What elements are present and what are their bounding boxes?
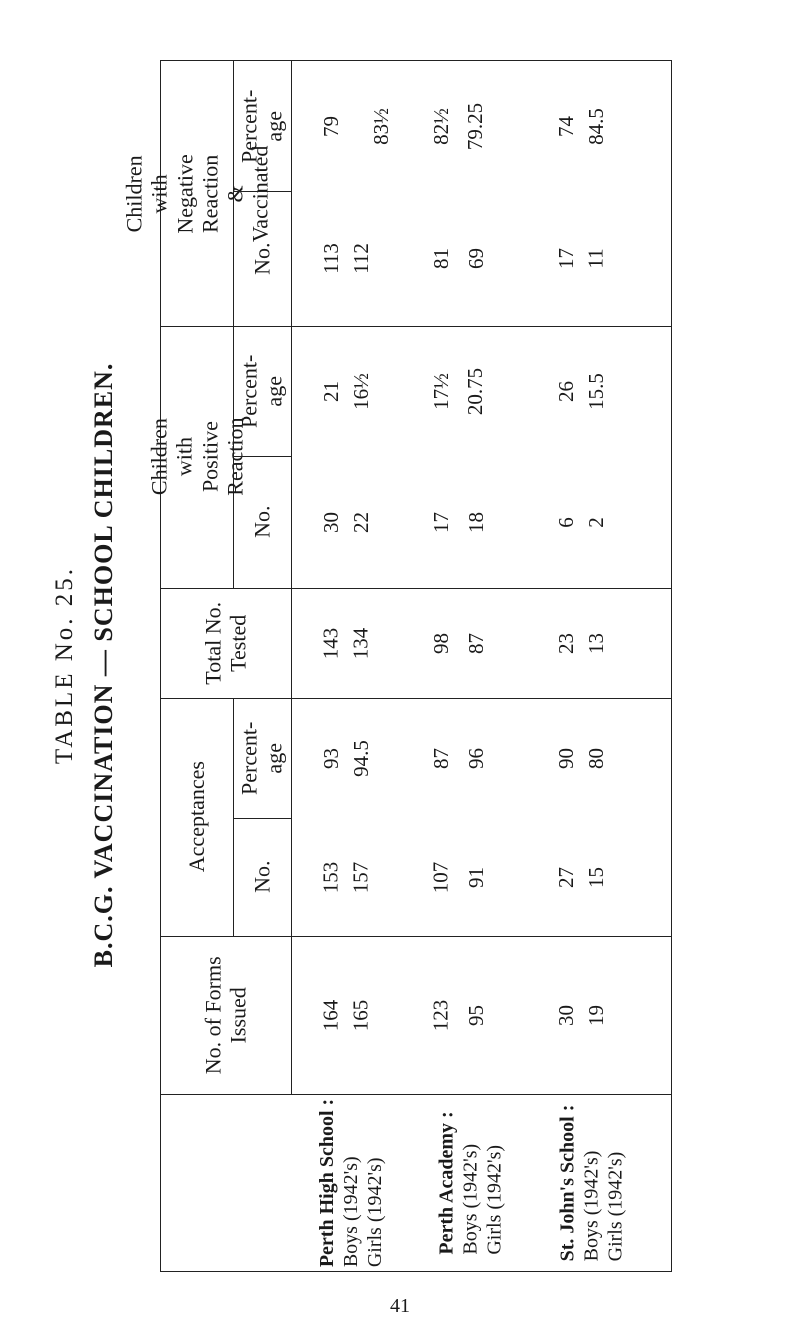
- neg-no-sj-girls: 11: [583, 248, 608, 269]
- acc-pct-ph-boys: 93: [318, 747, 343, 769]
- pos-pct-ph-girls: 16½: [348, 372, 373, 410]
- tested-pa-boys: 98: [428, 632, 453, 654]
- neg-pct-sj-boys: 74: [553, 115, 578, 137]
- pos-no-ph-boys: 30: [318, 511, 343, 533]
- acc-no-sj-boys: 27: [553, 866, 578, 888]
- header-neg-pct: Percent-age: [236, 89, 288, 163]
- neg-no-pa-girls: 69: [463, 248, 488, 269]
- pos-pct-sj-girls: 15.5: [583, 372, 608, 410]
- acc-pct-sj-boys: 90: [553, 747, 578, 769]
- header-neg-no: No.: [249, 242, 275, 275]
- forms-ph-boys: 164: [318, 999, 343, 1031]
- forms-sj-boys: 30: [553, 1004, 578, 1026]
- acc-no-sj-girls: 15: [583, 866, 608, 888]
- pos-no-sj-girls: 2: [583, 516, 608, 528]
- header-total-tested: Total No. Tested: [200, 601, 251, 685]
- neg-pct-pa-girls: 79.25: [463, 102, 488, 150]
- header-positive: Children with Positive Reaction: [146, 417, 248, 497]
- acc-pct-pa-girls: 96: [463, 747, 488, 769]
- header-pos-pct: Percent-age: [236, 354, 288, 428]
- neg-no-sj-boys: 17: [553, 248, 578, 269]
- summary-strips: [540, 60, 670, 1270]
- header-acc-pct: Percent-age: [236, 721, 288, 795]
- forms-sj-girls: 19: [583, 1004, 608, 1026]
- neg-pct-pa-boys: 82½: [428, 107, 453, 145]
- neg-pct-sj-girls: 84.5: [583, 107, 608, 145]
- acc-pct-pa-boys: 87: [428, 747, 453, 769]
- tested-sj-boys: 23: [553, 632, 578, 654]
- pos-no-pa-girls: 18: [463, 511, 488, 533]
- header-negative: Children with Negative Reaction & Vaccinated: [121, 145, 273, 242]
- label-st-johns: St. John's School : Boys (1942's) Girls (1942's): [556, 1104, 626, 1261]
- acc-no-pa-boys: 107: [428, 861, 453, 893]
- forms-pa-boys: 123: [428, 999, 453, 1031]
- table-number: TABLE No. 25.: [51, 565, 78, 765]
- label-perth-high: Perth High School : Boys (1942's) Girls (1942's): [316, 1098, 386, 1267]
- acc-pct-ph-girls: 94.5: [348, 739, 373, 777]
- pos-no-sj-boys: 6: [553, 516, 578, 528]
- neg-pct-ph-girls: 83½: [368, 107, 393, 145]
- tested-ph-boys: 143: [318, 627, 343, 659]
- header-pos-no: No.: [249, 505, 275, 539]
- table-title: B.C.G. VACCINATION — SCHOOL CHILDREN.: [89, 362, 118, 968]
- tested-ph-girls: 134: [348, 627, 373, 659]
- pos-pct-pa-boys: 17½: [428, 372, 453, 410]
- pos-pct-ph-boys: 21: [318, 380, 343, 402]
- acc-no-ph-girls: 157: [348, 861, 373, 893]
- neg-no-ph-girls: 112: [348, 243, 373, 274]
- header-acceptances: Acceptances: [184, 761, 210, 873]
- pos-pct-sj-boys: 26: [553, 380, 578, 402]
- pos-no-ph-girls: 22: [348, 511, 373, 533]
- header-acc-no: No.: [249, 860, 275, 894]
- neg-no-pa-boys: 81: [428, 248, 453, 269]
- forms-ph-girls: 165: [348, 999, 373, 1031]
- pos-no-pa-boys: 17: [428, 511, 453, 533]
- label-perth-academy: Perth Academy : Boys (1942's) Girls (1942's): [436, 1110, 507, 1255]
- acc-no-ph-boys: 153: [318, 861, 343, 893]
- tested-sj-girls: 13: [583, 632, 608, 654]
- forms-pa-girls: 95: [463, 1004, 488, 1026]
- neg-pct-ph-boys: 79: [318, 115, 343, 137]
- pos-pct-pa-girls: 20.75: [463, 367, 488, 415]
- page-number: 41: [390, 1295, 410, 1317]
- acc-pct-sj-girls: 80: [583, 747, 608, 769]
- acc-no-pa-girls: 91: [463, 866, 488, 888]
- neg-no-ph-boys: 113: [318, 243, 343, 274]
- tested-pa-girls: 87: [463, 632, 488, 654]
- header-forms-issued: No. of Forms Issued: [200, 956, 251, 1074]
